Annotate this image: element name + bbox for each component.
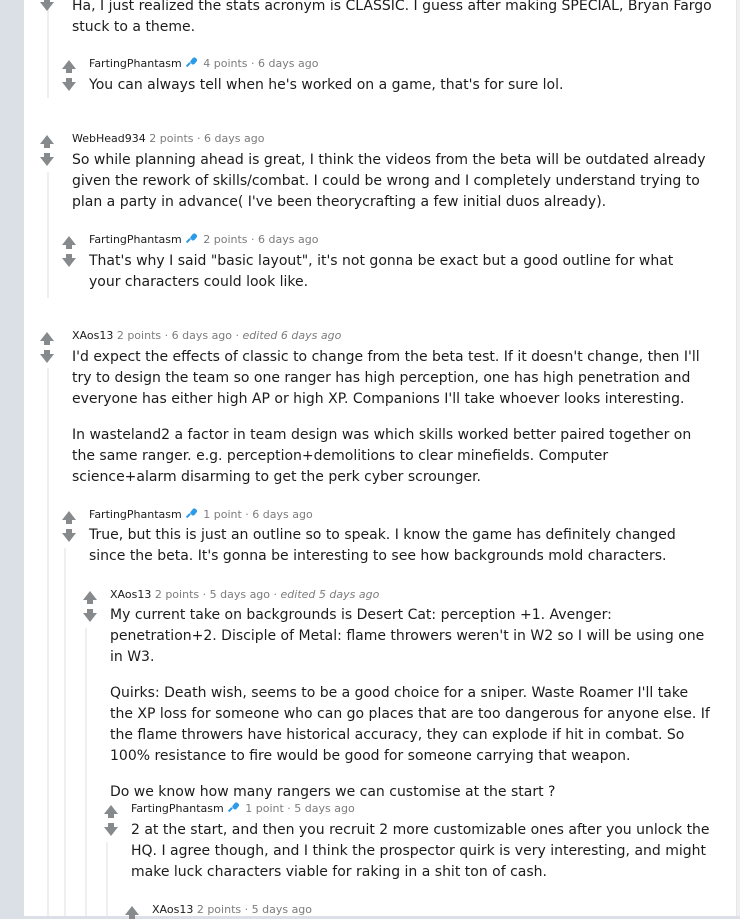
edited-label: edited 5 days ago — [280, 588, 380, 601]
microphone-icon — [185, 508, 197, 520]
comment-body — [72, 150, 712, 213]
downvote-arrow-icon — [40, 157, 54, 166]
upvote-arrow-icon — [62, 60, 76, 69]
author-link[interactable]: FartingPhantasm — [131, 802, 224, 815]
downvote-arrow-icon — [62, 533, 76, 542]
thread-line[interactable] — [47, 0, 49, 98]
author-link[interactable]: XAos13 — [72, 329, 114, 342]
thread-line[interactable] — [85, 628, 87, 916]
downvote-arrow-icon — [40, 354, 54, 363]
thread-line[interactable] — [64, 548, 66, 916]
upvote-arrow-icon — [83, 591, 97, 600]
comment-paragraph: Do we know how many rangers we can customise at the start ? — [110, 784, 556, 800]
timestamp[interactable]: 5 days ago — [251, 903, 313, 916]
author-link[interactable]: FartingPhantasm — [89, 57, 182, 70]
upvote-button[interactable] — [61, 232, 77, 248]
comment-thread-panel — [24, 0, 736, 916]
score: 2 points — [154, 588, 200, 601]
author-link[interactable]: FartingPhantasm — [89, 508, 182, 521]
timestamp[interactable]: 6 days ago — [171, 329, 233, 342]
scrollbar[interactable] — [736, 0, 740, 916]
upvote-button[interactable] — [103, 801, 119, 817]
downvote-arrow-icon — [62, 82, 76, 91]
comment-meta: XAos13 2 points · 6 days ago · edited 6 days ago — [72, 329, 342, 342]
comment-paragraph: You can always tell when he's worked on a game, that's for sure lol. — [89, 77, 564, 93]
comment-meta: XAos13 2 points · 5 days ago · edited 5 days ago — [110, 588, 380, 601]
comment-body — [89, 251, 709, 293]
timestamp[interactable]: 6 days ago — [258, 233, 319, 246]
edited-label: edited 6 days ago — [242, 329, 342, 342]
timestamp[interactable]: 5 days ago — [294, 802, 355, 815]
comment-body — [72, 0, 712, 38]
timestamp[interactable]: 6 days ago — [258, 57, 319, 70]
score: 4 points — [203, 57, 248, 70]
score: 2 points — [116, 329, 162, 342]
comment-meta: WebHead934 2 points · 6 days ago — [72, 132, 265, 145]
comment-paragraph: 2 at the start, and then you recruit 2 more customizable ones after you unlock the HQ. I agree though, and I think the prospector quirk is very interesting, and might make luck characters viable for raking in a shit ton of cash. — [131, 822, 710, 880]
score: 2 points — [196, 903, 242, 916]
upvote-button[interactable] — [39, 328, 55, 344]
timestamp[interactable]: 6 days ago — [204, 132, 265, 145]
timestamp[interactable]: 6 days ago — [252, 508, 313, 521]
upvote-arrow-icon — [40, 135, 54, 144]
downvote-button[interactable] — [61, 78, 77, 94]
downvote-arrow-icon — [104, 827, 118, 836]
upvote-button[interactable] — [39, 131, 55, 147]
upvote-button[interactable] — [61, 56, 77, 72]
upvote-arrow-icon — [104, 805, 118, 814]
author-link[interactable]: WebHead934 — [72, 132, 146, 145]
comment-paragraph: True, but this is just an outline so to speak. I know the game has definitely changed since the beta. It's gonna be interesting to see how backgrounds mold characters. — [89, 527, 676, 564]
comment-meta: FartingPhantasm 1 point · 5 days ago — [131, 802, 355, 815]
comment-paragraph: I'd expect the effects of classic to change from the beta test. If it doesn't change, then I'll try to design the team so one ranger has high perception, one has high penetration and everyone has either high AP or high XP. Companions I'll take whoever looks interesting. — [72, 349, 700, 407]
upvote-arrow-icon — [125, 906, 139, 915]
comment-body — [110, 605, 710, 803]
score: 2 points — [149, 132, 194, 145]
comment-meta: FartingPhantasm 4 points · 6 days ago — [89, 57, 319, 70]
timestamp[interactable]: 5 days ago — [209, 588, 271, 601]
downvote-button[interactable] — [103, 823, 119, 839]
comment-paragraph: That's why I said "basic layout", it's not gonna be exact but a good outline for what your characters could look like. — [89, 253, 674, 290]
downvote-button[interactable] — [39, 0, 55, 14]
comment-meta: FartingPhantasm 2 points · 6 days ago — [89, 233, 319, 246]
comment-meta: XAos13 2 points · 5 days ago — [152, 903, 313, 916]
microphone-icon — [227, 802, 239, 814]
upvote-arrow-icon — [62, 236, 76, 245]
upvote-arrow-icon — [40, 332, 54, 341]
comment-paragraph: My current take on backgrounds is Desert Cat: perception +1. Avenger: penetration+2. Disciple of Metal: flame throwers weren't in W2 so I will be using one in W3. — [110, 607, 705, 665]
downvote-button[interactable] — [61, 529, 77, 545]
upvote-arrow-icon — [62, 511, 76, 520]
comment-body — [89, 75, 709, 96]
author-link[interactable]: XAos13 — [152, 903, 194, 916]
comment-meta: FartingPhantasm 1 point · 6 days ago — [89, 508, 313, 521]
score: 1 point — [245, 802, 284, 815]
downvote-button[interactable] — [61, 254, 77, 270]
score: 2 points — [203, 233, 248, 246]
thread-line[interactable] — [47, 368, 49, 916]
author-link[interactable]: XAos13 — [110, 588, 152, 601]
downvote-arrow-icon — [83, 613, 97, 622]
downvote-button[interactable] — [39, 350, 55, 366]
thread-line[interactable] — [47, 172, 49, 298]
downvote-button[interactable] — [39, 153, 55, 169]
upvote-button[interactable] — [61, 507, 77, 523]
thread-line[interactable] — [106, 842, 108, 916]
comment-paragraph: In wasteland2 a factor in team design was which skills worked better paired together on the same ranger. e.g. perception+demolitions to clear minefields. Computer science+alarm disarming to get the perk cyber scrounger. — [72, 427, 692, 485]
microphone-icon — [185, 233, 197, 245]
score: 1 point — [203, 508, 242, 521]
downvote-arrow-icon — [62, 258, 76, 267]
microphone-icon — [185, 57, 197, 69]
author-link[interactable]: FartingPhantasm — [89, 233, 182, 246]
comment-paragraph: Quirks: Death wish, seems to be a good choice for a sniper. Waste Roamer I'll take the XP loss for someone who can go places that are too dangerous for anyone else. If the flame throwers have historical accuracy, they can explode if hit in combat. So 100% resistance to fire would be good for someone carrying that weapon. — [110, 685, 710, 764]
comment-body — [72, 347, 712, 488]
comment-body — [131, 820, 711, 883]
downvote-arrow-icon — [40, 2, 54, 11]
downvote-button[interactable] — [82, 609, 98, 625]
comment-body — [89, 525, 709, 567]
upvote-button[interactable] — [82, 587, 98, 603]
comment-paragraph: Ha, I just realized the stats acronym is CLASSIC. I guess after making SPECIAL, Bryan Fargo stuck to a theme. — [72, 0, 712, 35]
comment-paragraph: So while planning ahead is great, I think the videos from the beta will be outdated already given the rework of skills/combat. I could be wrong and I completely understand trying to plan a party in advance( I've been theorycrafting a few initial duos already). — [72, 152, 706, 210]
